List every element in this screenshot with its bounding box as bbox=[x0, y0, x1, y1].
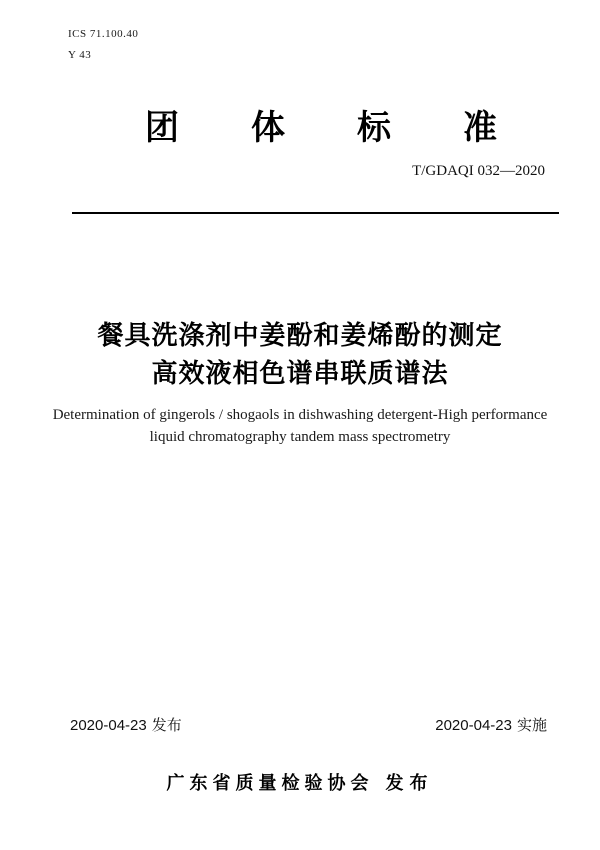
title-english-line1: Determination of gingerols / shogaols in dishwashing detergent-High performance bbox=[52, 407, 548, 423]
publisher-name: 广东省质量检验协会 bbox=[166, 773, 374, 793]
issue-date-label: 发布 bbox=[151, 717, 182, 734]
issue-date: 2020-04-23 bbox=[70, 717, 147, 734]
dates-row bbox=[70, 716, 547, 736]
title-english-line2: liquid chromatography tandem mass spectrometry bbox=[149, 429, 451, 445]
publisher-row bbox=[0, 771, 600, 795]
category-code: Y 43 bbox=[68, 49, 92, 61]
ics-code: ICS 71.100.40 bbox=[68, 28, 139, 40]
title-chinese-line1: 餐具洗涤剂中姜酚和姜烯酚的测定 bbox=[97, 320, 503, 350]
implementation-date-label: 实施 bbox=[516, 717, 547, 734]
title-chinese bbox=[0, 316, 600, 392]
publish-label: 发布 bbox=[385, 773, 434, 793]
document-type-heading: 团体标准 bbox=[145, 109, 569, 147]
title-english bbox=[0, 404, 600, 448]
implementation-date-group bbox=[435, 716, 547, 736]
implementation-date: 2020-04-23 bbox=[435, 717, 512, 734]
title-chinese-line2: 高效液相色谱串联质谱法 bbox=[151, 358, 449, 388]
header-divider-line bbox=[72, 212, 559, 214]
ics-classification-block bbox=[68, 24, 138, 66]
standard-number: T/GDAQI 032—2020 bbox=[412, 163, 545, 179]
issue-date-group bbox=[70, 716, 182, 736]
